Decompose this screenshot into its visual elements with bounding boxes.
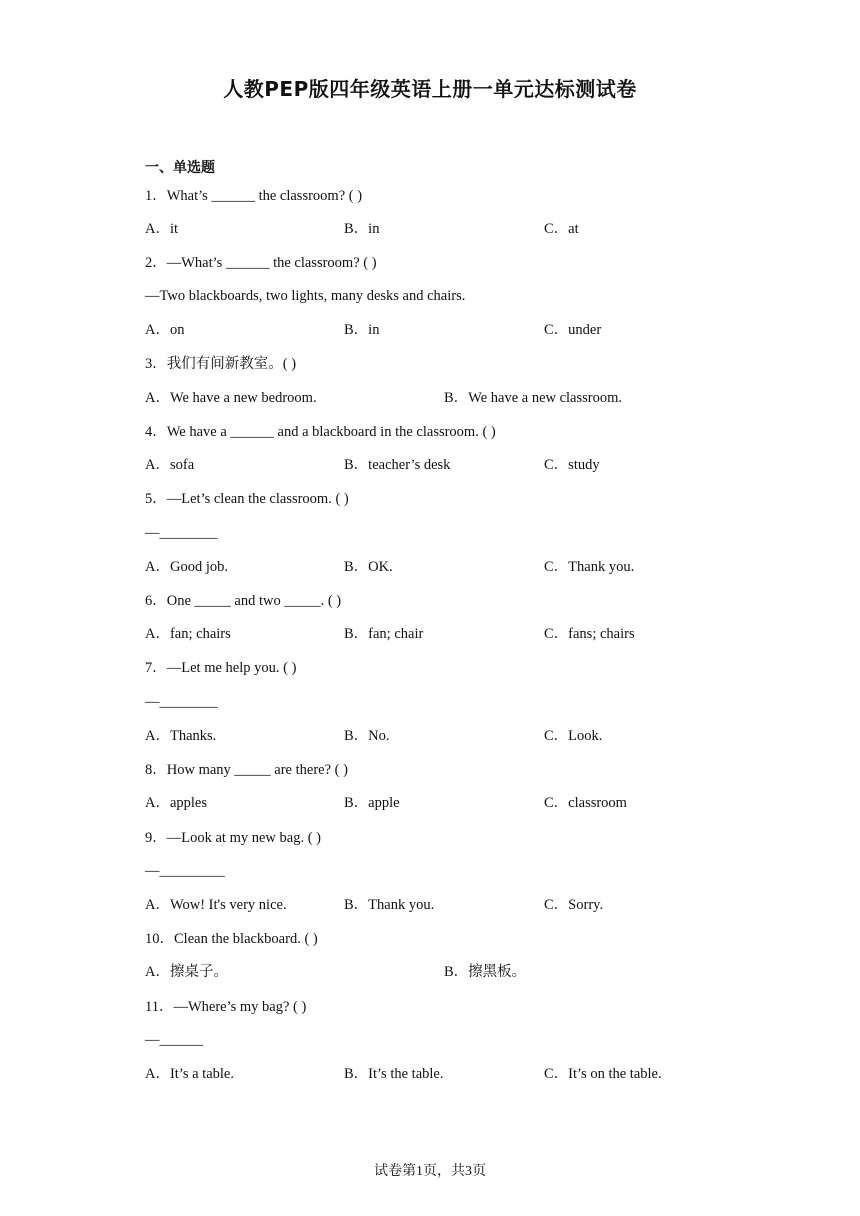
- question-3-option-a: A．We have a new bedroom.: [145, 390, 317, 406]
- question-4-option-a: A．sofa: [145, 457, 195, 473]
- question-7-stem: 7．—Let me help you. ( ): [145, 660, 297, 676]
- question-2-stem: 2．—What’s ______ the classroom? ( ): [145, 255, 377, 271]
- question-11-option-c: C．It’s on the table.: [544, 1066, 662, 1082]
- question-8-option-b: B．apple: [344, 795, 400, 811]
- question-7-reply: —________: [145, 694, 218, 710]
- question-10-stem: 10．Clean the blackboard. ( ): [145, 931, 318, 947]
- question-4-option-c: C．study: [544, 457, 600, 473]
- question-2-option-c: C．under: [544, 322, 602, 338]
- question-5-option-b: B．OK.: [344, 559, 393, 575]
- question-9-option-a: A．Wow! It's very nice.: [145, 897, 287, 913]
- page-footer: 试卷第1页，共3页: [374, 1164, 486, 1179]
- question-5-option-a: A．Good job.: [145, 559, 228, 575]
- question-3-option-b: B．We have a new classroom.: [444, 390, 623, 406]
- question-8-option-a: A．apples: [145, 795, 208, 811]
- question-7-option-a: A．Thanks.: [145, 728, 217, 744]
- section-title: 一、单选题: [145, 160, 215, 176]
- question-5-option-c: C．Thank you.: [544, 559, 635, 575]
- question-4-stem: 4．We have a ______ and a blackboard in the classroom. ( ): [145, 424, 496, 440]
- question-10-option-b: B．擦黑板。: [444, 964, 527, 980]
- question-1-option-b: B．in: [344, 221, 380, 237]
- question-6-option-a: A．fan; chairs: [145, 626, 231, 642]
- question-9-stem: 9．—Look at my new bag. ( ): [145, 830, 321, 846]
- question-10-option-a: A．擦桌子。: [145, 964, 228, 980]
- question-11-stem: 11．—Where’s my bag? ( ): [145, 999, 307, 1015]
- question-3-stem: 3．我们有间新教室。( ): [145, 356, 297, 372]
- question-5-reply: —________: [145, 525, 218, 541]
- question-6-option-c: C．fans; chairs: [544, 626, 635, 642]
- question-6-stem: 6．One _____ and two _____. ( ): [145, 593, 342, 609]
- question-2-option-a: A．on: [145, 322, 185, 338]
- question-1-option-a: A．it: [145, 221, 179, 237]
- question-9-reply: —_________: [145, 863, 225, 879]
- question-11-option-b: B．It’s the table.: [344, 1066, 444, 1082]
- question-8-option-c: C．classroom: [544, 795, 627, 811]
- question-6-option-b: B．fan; chair: [344, 626, 424, 642]
- question-1-option-c: C．at: [544, 221, 579, 237]
- question-7-option-c: C．Look.: [544, 728, 603, 744]
- question-7-option-b: B．No.: [344, 728, 390, 744]
- question-9-option-c: C．Sorry.: [544, 897, 604, 913]
- question-11-option-a: A．It’s a table.: [145, 1066, 234, 1082]
- question-5-stem: 5．—Let’s clean the classroom. ( ): [145, 491, 349, 507]
- question-8-stem: 8．How many _____ are there? ( ): [145, 762, 348, 778]
- question-11-reply: —______: [145, 1032, 203, 1048]
- question-9-option-b: B．Thank you.: [344, 897, 435, 913]
- document-title: 人教PEP版四年级英语上册一单元达标测试卷: [223, 77, 637, 101]
- question-1-stem: 1．What’s ______ the classroom? ( ): [145, 188, 363, 204]
- question-4-option-b: B．teacher’s desk: [344, 457, 451, 473]
- question-2-option-b: B．in: [344, 322, 380, 338]
- question-2-reply: —Two blackboards, two lights, many desks and chairs.: [145, 288, 466, 304]
